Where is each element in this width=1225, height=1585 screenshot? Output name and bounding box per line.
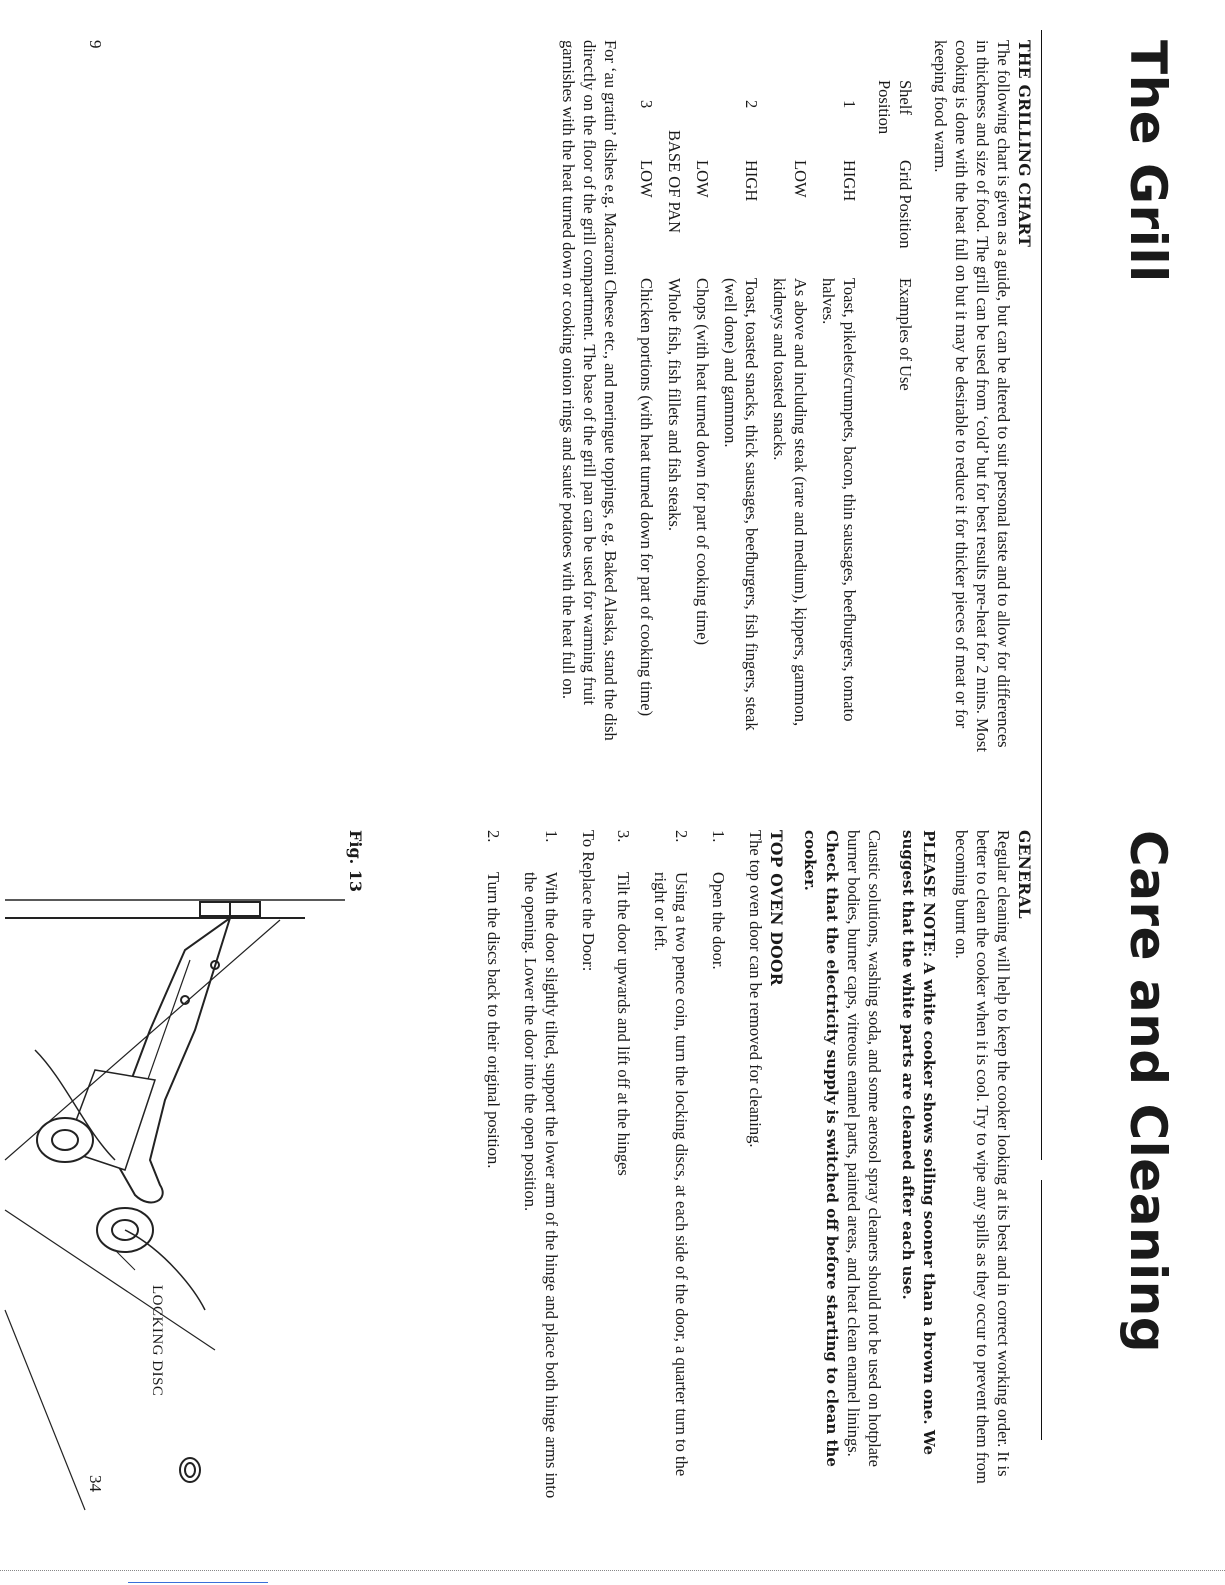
caustic-warning: [799, 830, 885, 1510]
grilling-chart-table: [629, 80, 916, 760]
remove-step-1-number: 1.: [709, 830, 728, 843]
row-5-examples: Whole fish, fish fillets and fish steaks.: [665, 278, 684, 531]
care-cleaning-content: [483, 830, 1035, 1510]
row-1-grid: HIGH: [840, 160, 859, 202]
grill-page-title: The Grill: [1119, 40, 1177, 283]
remove-step-2-text: Using a two pence coin, turn the locking discs, at each side of the door, a quarter turn to the right or left.: [651, 872, 691, 1477]
row-1-examples: Toast, pikelets/crumpets, bacon, thin sausages, beefburgers, tomato halves.: [819, 278, 859, 722]
row-4-shelf: [685, 80, 713, 150]
remove-step-1-text: Open the door.: [709, 872, 728, 970]
row-3-grid: HIGH: [742, 160, 761, 202]
bottom-scan-bar: [0, 1570, 1225, 1585]
please-note: PLEASE NOTE: A white cooker shows soiling sooner than a brown one. We suggest that the white parts are cleaned after each use.: [899, 830, 938, 1456]
row-4-examples: Chops (with heat turned down for part of cooking time): [693, 278, 712, 646]
row-4-grid: LOW: [693, 160, 712, 198]
remove-step-2-number: 2.: [672, 830, 691, 843]
row-2-shelf: [762, 80, 811, 150]
door-hinge-illustration: [0, 830, 365, 1520]
remove-step-2: [650, 830, 692, 1510]
grill-page-content: [558, 40, 1035, 760]
care-cleaning-page-title: Care and Cleaning: [1119, 830, 1177, 1354]
row-6-shelf: 3: [637, 100, 656, 109]
row-5-grid: BASE OF PAN: [665, 130, 684, 234]
replace-door-heading: To Replace the Door:: [579, 830, 598, 972]
general-text: Regular cleaning will help to keep the cooker looking at its best and in correct working order. It is better to clean the cooker when it is cool. Try to wipe any spills as they occur to prevent them from becoming burnt on.: [952, 830, 1013, 1484]
replace-step-2: [483, 830, 504, 1510]
caustic-bold-warning: Check that the electricity supply is switched off before starting to clean the cooker.: [801, 830, 841, 1467]
replace-step-1-text: With the door slightly tilted, support the lower arm of the hinge and place both hinge arms into the opening. Lower the door into the open position.: [521, 872, 561, 1499]
figure-label: Fig. 13: [346, 830, 365, 893]
row-1-shelf: 1: [840, 100, 859, 109]
column-header-examples: Examples of Use: [896, 278, 915, 391]
row-3-examples: Toast, toasted snacks, thick sausages, beefburgers, fish fingers, steak (well done) and gammon.: [721, 278, 761, 731]
row-6-examples: Chicken portions (with heat turned down for part of cooking time): [637, 278, 656, 717]
column-header-shelf: Shelf Position: [875, 80, 915, 135]
remove-step-3-text: Tilt the door upwards and lift off at the hinges: [614, 872, 633, 1176]
grilling-footnote: For ‘au gratin’ dishes e.g. Macaroni Cheese etc., and meringue toppings, e.g. Baked Alaska, stand the dish directly on the floor of the grill compartment. The base of the grill pan can be used for warming fruit garnishes with the heat turned down or cooking onion rings and sauté potatoes with the heat full on.: [559, 40, 620, 741]
figure-13-door-hinge: [0, 830, 365, 1520]
row-2-examples: As above and including steak (rare and medium), kippers, gammon, kidneys and toasted snacks.: [770, 278, 810, 727]
right-page-number: 34: [86, 1475, 105, 1492]
replace-step-2-number: 2.: [484, 830, 503, 843]
column-header-grid: Grid Position: [896, 160, 915, 249]
care-cleaning-page: [0, 820, 1225, 1520]
row-6-grid: LOW: [637, 160, 656, 198]
remove-step-3: [613, 830, 634, 1510]
replace-step-2-text: Turn the discs back to their original position.: [484, 872, 503, 1169]
grill-page: [0, 30, 1225, 760]
remove-step-3-number: 3.: [614, 830, 633, 843]
left-page-number: 9: [86, 40, 105, 49]
row-3-shelf: 2: [742, 100, 761, 109]
caustic-text: Caustic solutions, washing soda, and some aerosol spray cleaners should not be used on hotplate burner bodies, burner caps, vitreous enamel parts, painted areas, and heat clean enamel linings.: [844, 830, 884, 1467]
grilling-chart-heading: THE GRILLING CHART: [1015, 40, 1034, 248]
grilling-chart-intro: The following chart is given as a guide, but can be altered to suit personal taste and to allow for differences in thickness and size of food. The grill can be used from ‘cold’ but for best results pre-heat for 2 mins. Most cooking is done with the heat full on but it may be desirable to reduce it for thicker pieces of meat or for keeping food warm.: [931, 40, 1013, 752]
general-heading: GENERAL: [1015, 830, 1034, 919]
remove-step-1: [708, 830, 729, 1510]
bottom-link-underline: [128, 1582, 268, 1583]
replace-step-1-number: 1.: [542, 830, 561, 843]
top-oven-door-text: The top oven door can be removed for cleaning.: [746, 830, 765, 1148]
row-2-grid: LOW: [791, 160, 810, 198]
locking-disc-label: LOCKING DISC: [149, 1285, 165, 1397]
top-oven-door-heading: TOP OVEN DOOR: [767, 830, 786, 986]
replace-step-1: [520, 830, 562, 1510]
